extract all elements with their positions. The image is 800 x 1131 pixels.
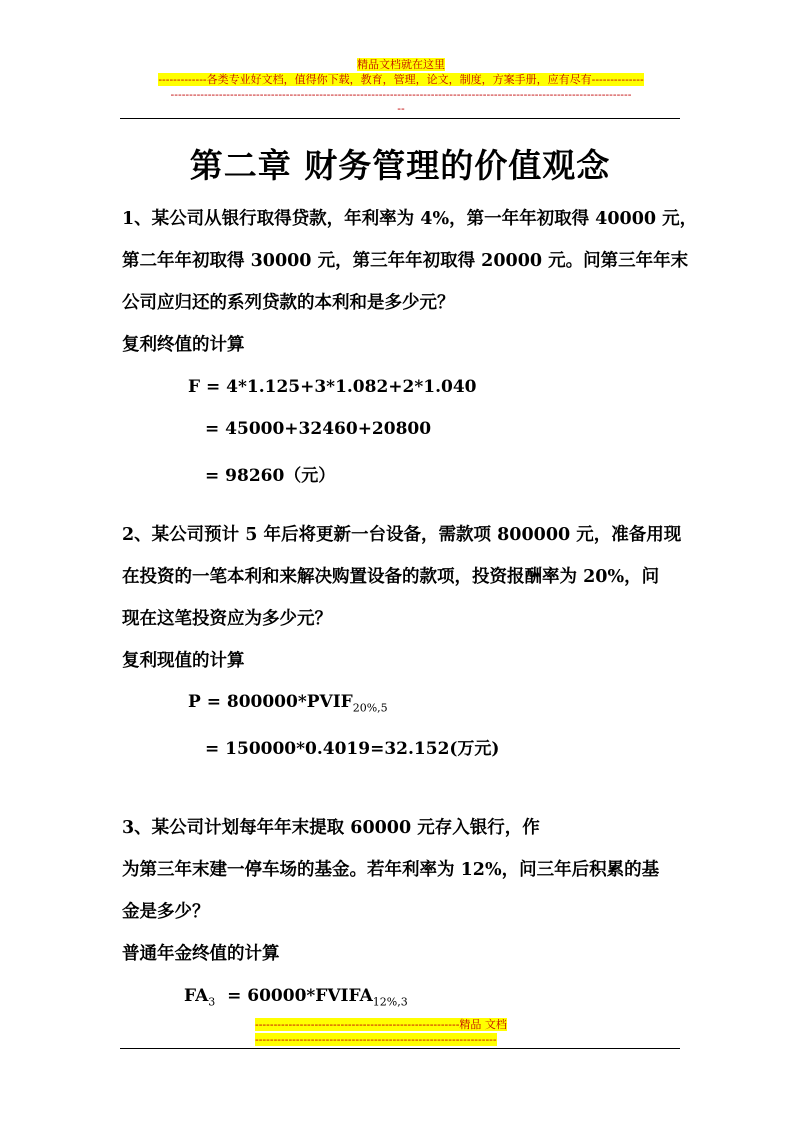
header-line-2 — [122, 73, 680, 87]
q2-line-3: 现在这笔投资应为多少元？ — [122, 609, 332, 629]
q3-formula-1 — [184, 986, 408, 1008]
q1-line-1: 1、某公司从银行取得贷款，年利率为 4%，第一年年初取得 40000 元， — [122, 209, 698, 229]
q3-formula-1-subscript: 12%,3 — [372, 995, 408, 1009]
q1-formula-2: = 45000+32460+20800 — [205, 419, 432, 439]
q3-formula-fa-subscript: 3 — [208, 995, 216, 1009]
footer-banner-text: -------------------------------------------------------精品 文档 — [255, 1018, 507, 1031]
footer-rule — [120, 1048, 680, 1049]
footer-line-2 — [255, 1033, 545, 1047]
header-line-1 — [122, 58, 680, 72]
footer-line-1 — [255, 1018, 545, 1032]
footer-dash-text: ----------------------------------------------------------------- — [255, 1033, 497, 1046]
q3-formula-1-main: = 60000*FVIFA — [215, 986, 373, 1006]
header-rule — [120, 118, 680, 119]
header-banner-text: 精品文档就在这里 — [357, 58, 445, 71]
header-line-3: ---------------------------------------------------------------------------------------------------------------------------- — [170, 88, 632, 101]
q3-line-1: 3、某公司计划每年年末提取 60000 元存入银行，作 — [122, 818, 540, 838]
q1-line-3: 公司应归还的系列贷款的本利和是多少元？ — [122, 293, 455, 313]
page-title: 第二章 财务管理的价值观念 — [189, 146, 611, 185]
q1-method: 复利终值的计算 — [122, 335, 245, 355]
q3-line-2: 为第三年末建一停车场的基金。若年利率为 12%，问三年后积累的基 — [122, 860, 660, 880]
q2-line-1: 2、某公司预计 5 年后将更新一台设备，需款项 800000 元，准备用现 — [122, 525, 682, 545]
header-ad-text: -------------各类专业好文档，值得你下载，教育，管理，论文，制度，方案手册，应有尽有-------------- — [158, 73, 644, 86]
q3-method: 普通年金终值的计算 — [122, 944, 280, 964]
q2-formula-2: = 150000*0.4019=32.152(万元) — [205, 739, 500, 759]
q2-formula-1-subscript: 20%,5 — [352, 701, 388, 715]
q1-line-2: 第二年年初取得 30000 元，第三年年初取得 20000 元。问第三年年末 — [122, 251, 689, 271]
q2-line-2: 在投资的一笔本利和来解决购置设备的款项，投资报酬率为 20%，问 — [122, 567, 660, 587]
q3-formula-fa: FA — [184, 986, 209, 1006]
q2-method: 复利现值的计算 — [122, 651, 245, 671]
q1-formula-3: = 98260（元） — [205, 466, 336, 486]
q2-formula-1 — [188, 692, 388, 714]
q3-line-3: 金是多少？ — [122, 902, 210, 922]
header-line-4: -- — [397, 102, 405, 115]
q2-formula-1-main: P = 800000*PVIF — [188, 692, 353, 712]
q1-formula-1: F = 4*1.125+3*1.082+2*1.040 — [188, 377, 477, 397]
